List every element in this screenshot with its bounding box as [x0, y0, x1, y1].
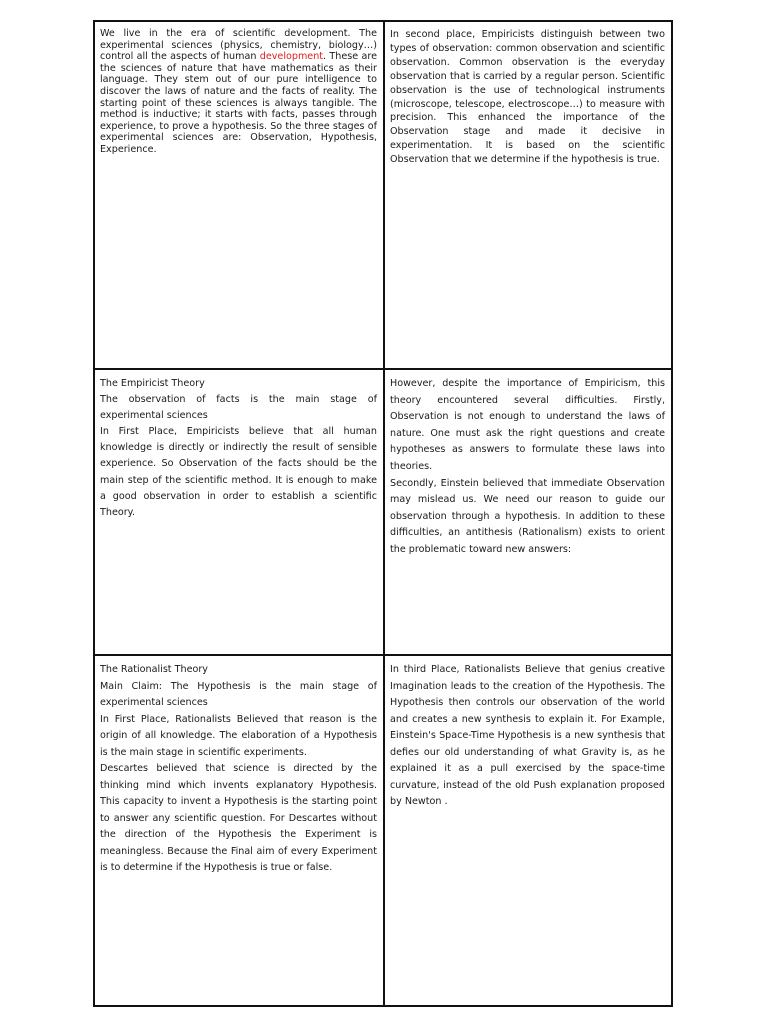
rationalist-title: The Rationalist Theory — [100, 664, 208, 675]
intro-paragraph: We live in the era of scientific development. The experimental sciences (physics, chemistry, biology…) control all the aspects of human development. These are the sciences of nature that have mathematics as their language. They stem out of our pure intelligence to discover the laws of nature and the facts of reality. The starting point of these sciences is always tangible. The method is inductive; it starts with facts, passes through experience, to prove a hypothesis. So the three stages of experimental sciences are: Observation, Hypothesis, Experience. — [100, 28, 377, 155]
rationalist-claim: Main Claim: The Hypothesis is the main stage of experimental sciences — [100, 680, 377, 708]
difficulties-paragraph-2: Secondly, Einstein believed that immediate Observation may mislead us. We need our reason to guide our observation through a hypothesis. In addition to these difficulties, an antithesis (Rationalism) exists to orient the problematic toward new answers: — [390, 477, 665, 555]
difficulties-paragraph-1: However, despite the importance of Empiricism, this theory encountered several difficulties. Firstly, Observation is not enough to understand the laws of nature. One must ask the right questions and create hypotheses as answers to formulate these laws into theories. — [390, 378, 665, 472]
cell-empiricist-theory — [95, 370, 383, 654]
empiricist-claim: The observation of facts is the main stage of experimental sciences — [100, 394, 377, 422]
cell-rationalist-theory — [95, 656, 383, 1005]
notes-table — [93, 20, 673, 1007]
observation-paragraph: In second place, Empiricists distinguish between two types of observation: common observation and scientific observation. Common observation is the everyday observation that is carried by a regular person. Scientific observation is the use of technological instruments (microscope, telescope, electroscope…) to measure with precision. This enhanced the importance of the Observation stage and made it decisive in experimentation. It is based on the scientific Observation that we determine if the hypothesis is true. — [390, 29, 665, 166]
cell-empiricism-difficulties — [385, 370, 671, 654]
rationalist-paragraph-2: Descartes believed that science is directed by the thinking mind which invents explanatory Hypothesis. This capacity to invent a Hypothesis is the starting point to answer any scientific question. For Descartes without the direction of the Hypothesis the Experiment is meaningless. Because the Final aim of every Experiment is to determine if the Hypothesis is true or false. — [100, 763, 377, 873]
cell-introduction — [95, 22, 383, 368]
highlighted-word: development — [259, 51, 324, 63]
cell-creative-imagination — [385, 656, 671, 1005]
empiricist-title: The Empiricist Theory — [100, 378, 205, 389]
empiricist-body: In First Place, Empiricists believe that all human knowledge is directly or indirectly the result of sensible experience. So Observation of the facts should be the main step of the scientific method. It is enough to make a good observation in order to establish a scientific Theory. — [100, 426, 377, 518]
rationalist-paragraph-1: In First Place, Rationalists Believed that reason is the origin of all knowledge. The elaboration of a Hypothesis is the main stage in scientific experiments. — [100, 713, 377, 758]
cell-observation-types — [385, 22, 671, 368]
imagination-paragraph: In third Place, Rationalists Believe that genius creative Imagination leads to the creation of the Hypothesis. The Hypothesis then controls our observation of the world and creates a new synthesis to explain it. For Example, Einstein's Space-Time Hypothesis is a new synthesis that defies our old understanding of what Gravity is, as he explained it as a pull exercised by the space-time curvature, instead of the old Push explanation proposed by Newton . — [390, 664, 665, 807]
